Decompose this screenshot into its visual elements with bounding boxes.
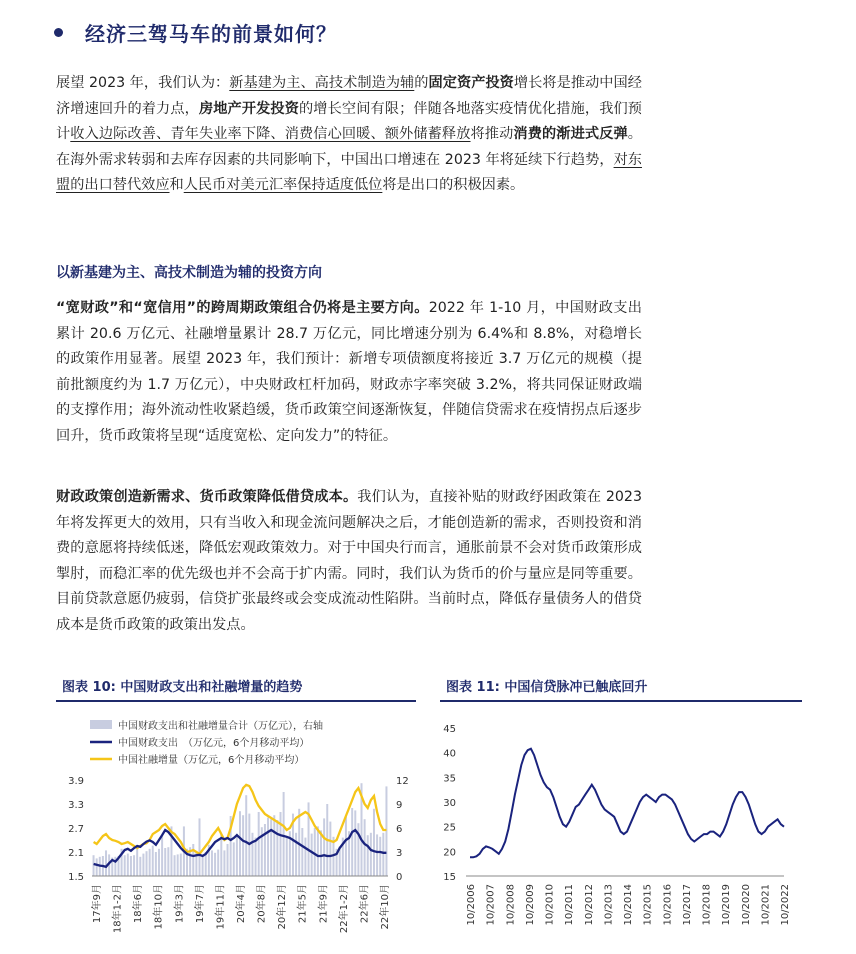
x-tick-label: 20年8月 — [256, 884, 268, 924]
x-tick-label: 17年9月 — [92, 884, 103, 924]
x-tick-label: 22年10月 — [380, 884, 391, 930]
section-title: 经济三驾马车的前景如何？ — [85, 22, 337, 46]
bar — [124, 855, 126, 876]
x-tick-label: 10/2019 — [721, 884, 733, 926]
p1-text: 将是出口的积极因素。 — [382, 177, 525, 194]
subheading: 以新基建为主、高技术制造为辅的投资方向 — [56, 265, 322, 281]
x-tick-label: 18年10月 — [153, 884, 165, 930]
bar — [317, 826, 319, 876]
x-tick-label: 10/2014 — [623, 884, 634, 926]
x-tick-label: 20年12月 — [277, 884, 289, 930]
bar — [283, 792, 285, 876]
y-tick-label: 15 — [443, 872, 456, 883]
bar — [314, 828, 316, 876]
legend-swatch-bar — [90, 720, 112, 729]
right-tick-label: 0 — [396, 872, 403, 883]
bar — [251, 833, 253, 876]
y-tick-label: 20 — [443, 847, 456, 859]
bar — [320, 830, 322, 876]
bar — [379, 837, 381, 876]
bar — [223, 850, 225, 876]
bar — [376, 834, 378, 876]
bar — [267, 818, 269, 876]
y-tick-label: 45 — [443, 724, 456, 735]
bar — [146, 851, 148, 876]
bar — [345, 817, 347, 876]
y-tick-label: 35 — [443, 773, 456, 785]
bar — [273, 815, 275, 876]
bar — [245, 795, 247, 876]
bar — [373, 809, 375, 876]
p2-body: 2022 年 1-10 月，中国财政支出累计 20.6 万亿元、社融增量累计 28.7 万亿元，同比增速分别为 6.4%和 8.8%，对稳增长的政策作用显著。展望 2023 年，我们预计：新增专项债额度将接近 3.7 万亿元的规模（提前批额度约为 1.7 万亿元），中央财政杠杆加码，财政赤字率突破 3.2%，将共同保证财政端的支撑作用；海外流动性收紧趋缓，货币政策空间逐渐恢复，伴随信贷需求在疫情拐点后逐步回升，货币政策将呈现“适度宽松、定向发力”的特征。 — [56, 300, 642, 444]
bar — [385, 786, 387, 876]
p3-body: 我们认为，直接补贴的财政纾困政策在 2023 年将发挥更大的效用，只有当收入和现金流问题解决之后，才能创造新的需求，否则投资和消费的意愿将持续低迷，降低宏观政策效力。对于中国央行而言，通胀前景不会对货币政策形成掣肘，而稳汇率的优先级也并不会高于扩内需。同时，我们认为货币的价与量应是同等重要。目前贷款意愿仍疲弱，信贷扩张最终或会变成流动性陷阱。当前时点，降低存量债务人的借贷成本是货币政策的政策出发点。 — [56, 489, 642, 633]
y-tick-label: 40 — [443, 748, 456, 760]
legend-entry: 中国社融增量（万亿元，6个月移动平均） — [118, 755, 305, 766]
bar — [149, 849, 151, 876]
bar — [177, 854, 179, 876]
bar — [280, 812, 282, 876]
x-tick-label: 19年11月 — [215, 884, 227, 930]
x-tick-label: 10/2022 — [780, 884, 791, 926]
x-tick-label: 10/2021 — [760, 884, 772, 926]
x-tick-label: 10/2017 — [681, 884, 693, 926]
x-tick-label: 10/2015 — [642, 884, 654, 926]
bar — [93, 855, 95, 876]
bar — [276, 820, 278, 876]
x-tick-label: 10/2012 — [583, 884, 595, 926]
p1-text: 的增长空间有限；伴随各地落实疫情优化措施，我们预计 — [56, 100, 642, 143]
p1-text: 将推动 — [470, 126, 514, 143]
x-tick-label: 10/2007 — [485, 884, 497, 926]
bar — [136, 848, 138, 876]
p1-underline: 收入边际改善、青年失业率下降、消费信心回暖、额外储蓄释放 — [70, 126, 471, 143]
p1-text: 。在海外需求转弱和去库存因素的共同影响下，中国出口增速在 2023 年将延续下行趋势， — [56, 126, 642, 168]
y-tick-label: 25 — [443, 822, 456, 834]
bar — [152, 846, 154, 876]
bar — [161, 835, 163, 876]
bar — [167, 847, 169, 876]
chart10-svg — [56, 708, 426, 954]
p1-text: 和 — [169, 177, 184, 194]
legend-entry: 中国财政支出和社融增量合计（万亿元），右轴 — [118, 721, 323, 732]
left-tick-label: 2.7 — [68, 824, 84, 835]
x-tick-label: 19年7月 — [194, 884, 206, 924]
bar — [105, 850, 107, 876]
p3-lead: 财政政策创造新需求、货币政策降低借贷成本。 — [56, 489, 358, 505]
bar — [133, 855, 135, 876]
bar — [364, 819, 366, 876]
credit-impulse-line — [470, 749, 784, 858]
bar — [242, 815, 244, 876]
x-tick-label: 10/2018 — [701, 884, 713, 926]
bar — [382, 833, 384, 876]
p1-underline: 新基建为主、高技术制造为辅 — [229, 75, 415, 91]
bar — [142, 854, 144, 876]
x-tick-label: 10/2016 — [662, 884, 674, 926]
paragraph-outlook — [56, 71, 642, 199]
p1-bold: 消费的渐进式反弹 — [513, 126, 628, 143]
x-tick-label: 22年1-2月 — [338, 884, 350, 934]
x-tick-label: 19年3月 — [174, 884, 186, 924]
bar — [202, 854, 204, 876]
bar — [139, 857, 141, 876]
p1-text: 展望 2023 年，我们认为： — [56, 75, 230, 91]
bar — [367, 835, 369, 876]
x-tick-label: 10/2009 — [524, 884, 536, 926]
bar — [130, 856, 132, 876]
bar — [236, 834, 238, 876]
bar — [357, 823, 359, 876]
bar — [220, 834, 222, 876]
bar — [217, 850, 219, 876]
x-tick-label: 18年1-2月 — [112, 884, 124, 934]
bar — [174, 855, 176, 876]
bar — [370, 833, 372, 876]
x-tick-label: 18年6月 — [133, 884, 145, 924]
p1-underline: 对东盟的出口替代效应 — [56, 151, 642, 194]
bar — [323, 818, 325, 876]
section-title-row — [54, 18, 337, 47]
bar — [233, 842, 235, 876]
x-tick-label: 10/2013 — [603, 884, 615, 926]
bar — [255, 838, 257, 876]
bar — [158, 849, 160, 876]
x-tick-label: 10/2008 — [505, 884, 517, 926]
x-tick-label: 20年4月 — [236, 884, 247, 924]
x-tick-label: 10/2006 — [466, 884, 477, 926]
x-tick-label: 21年9月 — [318, 884, 330, 924]
bar — [351, 808, 353, 876]
right-tick-label: 6 — [396, 824, 403, 835]
bar — [311, 834, 313, 876]
chart10-title: 图表 10: 中国财政支出和社融增量的趋势 — [62, 680, 303, 695]
bar — [214, 853, 216, 876]
left-tick-label: 1.5 — [68, 872, 84, 883]
x-tick-label: 22年6月 — [359, 884, 371, 924]
paragraph-policy-mix — [56, 296, 642, 450]
x-tick-label: 10/2010 — [544, 884, 556, 926]
bar — [239, 811, 241, 876]
x-tick-label: 10/2020 — [740, 884, 752, 926]
right-tick-label: 12 — [396, 776, 409, 787]
bar — [264, 824, 266, 876]
bar — [199, 818, 201, 876]
bar — [227, 844, 229, 876]
p1-text: 的 — [414, 75, 429, 91]
chart10-rule — [56, 700, 416, 702]
bar — [270, 819, 272, 876]
bullet-icon — [54, 28, 63, 37]
chart11-title: 图表 11: 中国信贷脉冲已触底回升 — [446, 680, 648, 695]
bar — [304, 838, 306, 876]
left-tick-label: 2.1 — [68, 848, 84, 859]
p1-bold: 房地产开发投资 — [198, 100, 300, 117]
right-tick-label: 9 — [396, 800, 403, 811]
bar — [286, 836, 288, 876]
bar — [295, 833, 297, 876]
p1-underline: 人民币对美元汇率保持适度低位 — [183, 177, 383, 194]
left-tick-label: 3.9 — [68, 776, 84, 787]
bar — [301, 828, 303, 876]
bar — [96, 858, 98, 876]
right-tick-label: 3 — [396, 848, 403, 859]
left-tick-label: 3.3 — [68, 800, 84, 811]
p2-lead: “宽财政”和“宽信用”的跨周期政策组合仍将是主要方向。 — [56, 300, 429, 316]
x-tick-label: 21年5月 — [297, 884, 309, 924]
bar — [155, 852, 157, 876]
chart11-rule — [440, 700, 802, 702]
bar — [329, 822, 331, 876]
legend-entry: 中国财政支出 （万亿元，6个月移动平均） — [118, 738, 310, 749]
x-tick-label: 10/2011 — [564, 884, 576, 926]
bar — [354, 810, 356, 876]
bar — [164, 848, 166, 876]
bar — [211, 850, 213, 876]
y-tick-label: 30 — [443, 798, 456, 809]
p1-text: 增长将是推动中国经济增速回升的着力点， — [56, 75, 642, 117]
p1-bold: 固定资产投资 — [428, 75, 514, 91]
bar — [127, 854, 129, 876]
chart11-svg — [436, 712, 810, 954]
bar — [180, 854, 182, 876]
bar — [258, 812, 260, 876]
paragraph-demand — [56, 485, 642, 639]
